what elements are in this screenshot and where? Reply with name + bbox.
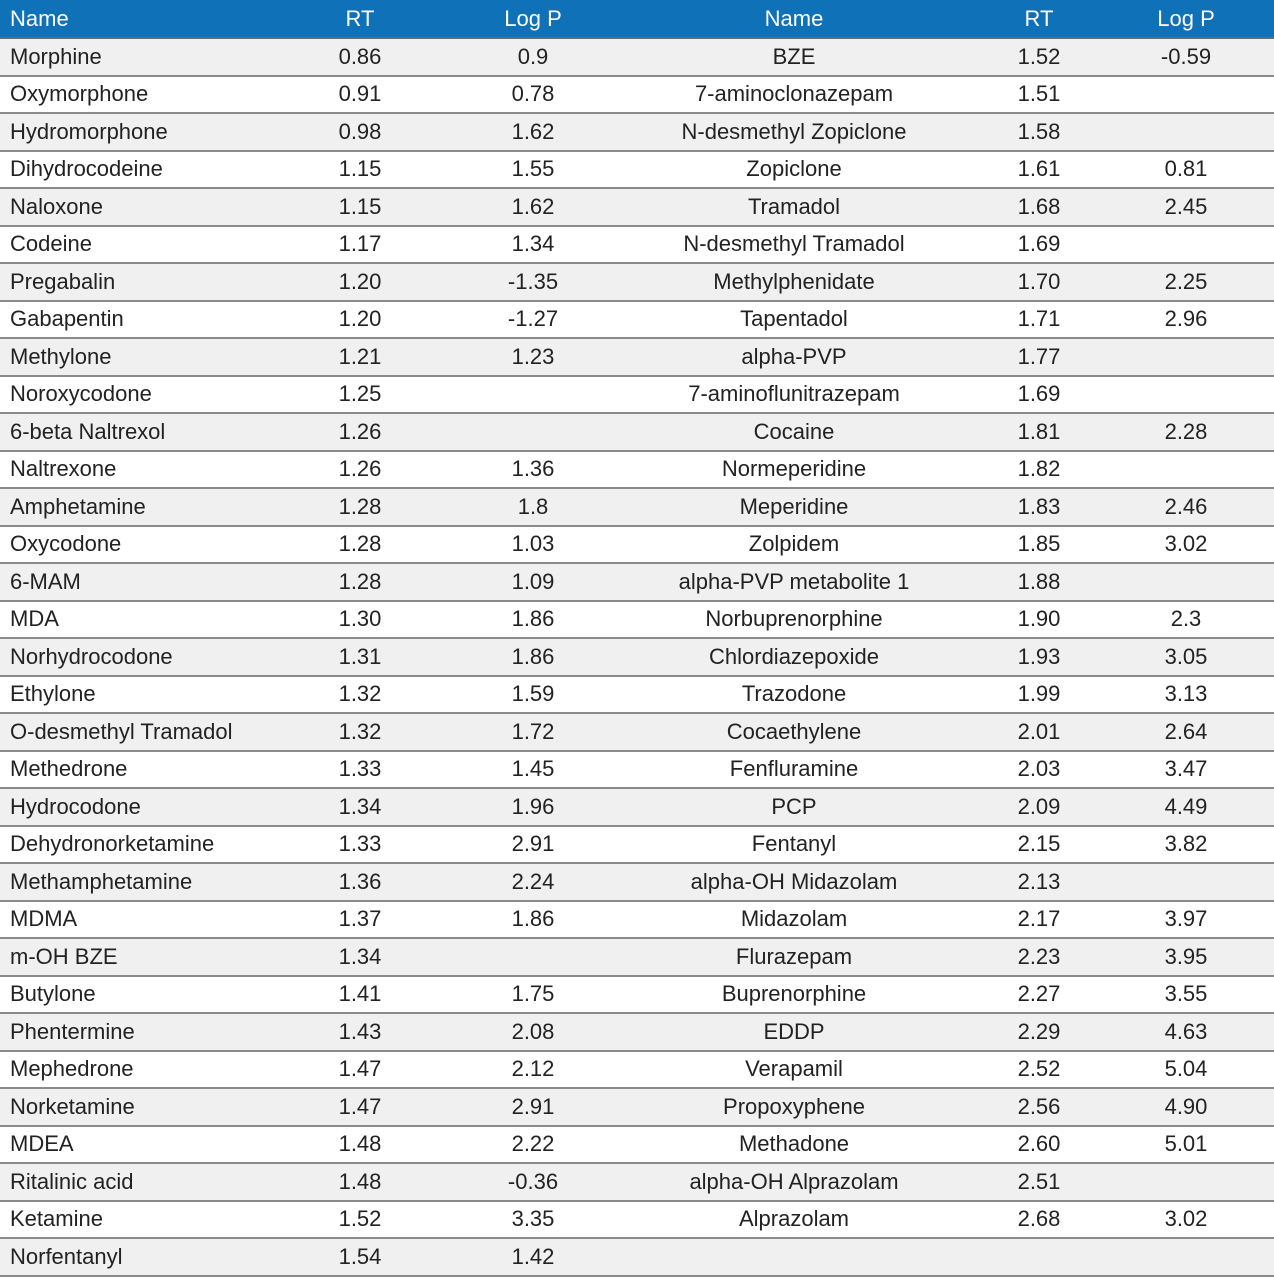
cell-logp-left: 3.35 xyxy=(458,1201,608,1239)
cell-name-left: Codeine xyxy=(0,226,262,264)
cell-name-right: Midazolam xyxy=(608,901,980,939)
cell-name-right: Tapentadol xyxy=(608,301,980,339)
cell-logp-left: 1.62 xyxy=(458,113,608,151)
cell-logp-right xyxy=(1098,376,1274,414)
cell-name-right: alpha-OH Midazolam xyxy=(608,863,980,901)
cell-logp-right: 5.04 xyxy=(1098,1051,1274,1089)
cell-name-left: 6-beta Naltrexol xyxy=(0,413,262,451)
cell-logp-right xyxy=(1098,563,1274,601)
cell-name-left: Oxycodone xyxy=(0,526,262,564)
table-body xyxy=(0,38,1274,1276)
cell-rt-right: 2.56 xyxy=(980,1088,1098,1126)
cell-rt-right: 2.51 xyxy=(980,1163,1098,1201)
cell-rt-right: 2.60 xyxy=(980,1126,1098,1164)
cell-logp-right: 2.28 xyxy=(1098,413,1274,451)
cell-rt-left: 1.20 xyxy=(262,301,458,339)
cell-rt-left: 1.43 xyxy=(262,1013,458,1051)
cell-name-left: Methedrone xyxy=(0,751,262,789)
cell-logp-left xyxy=(458,413,608,451)
cell-logp-right: 3.05 xyxy=(1098,638,1274,676)
cell-rt-right: 1.52 xyxy=(980,38,1098,76)
cell-logp-right xyxy=(1098,338,1274,376)
header-name-left: Name xyxy=(0,0,262,38)
cell-name-left: Norketamine xyxy=(0,1088,262,1126)
cell-rt-right: 1.83 xyxy=(980,488,1098,526)
cell-name-right: N-desmethyl Zopiclone xyxy=(608,113,980,151)
cell-logp-left: 1.42 xyxy=(458,1238,608,1276)
cell-rt-right: 1.88 xyxy=(980,563,1098,601)
cell-rt-left: 0.91 xyxy=(262,76,458,114)
cell-name-right: Tramadol xyxy=(608,188,980,226)
cell-logp-right: 3.13 xyxy=(1098,676,1274,714)
cell-logp-right xyxy=(1098,1238,1274,1276)
cell-rt-right: 2.09 xyxy=(980,788,1098,826)
cell-logp-right xyxy=(1098,113,1274,151)
table-row xyxy=(0,1051,1274,1089)
cell-rt-right: 1.68 xyxy=(980,188,1098,226)
cell-rt-left: 1.15 xyxy=(262,188,458,226)
cell-logp-left: 1.96 xyxy=(458,788,608,826)
cell-name-right: N-desmethyl Tramadol xyxy=(608,226,980,264)
cell-name-left: Hydromorphone xyxy=(0,113,262,151)
cell-logp-right: 3.47 xyxy=(1098,751,1274,789)
cell-rt-left: 1.37 xyxy=(262,901,458,939)
table-row xyxy=(0,713,1274,751)
header-name-right: Name xyxy=(608,0,980,38)
cell-name-right: Propoxyphene xyxy=(608,1088,980,1126)
cell-logp-right: 2.3 xyxy=(1098,601,1274,639)
cell-rt-left: 1.48 xyxy=(262,1163,458,1201)
table-row xyxy=(0,1088,1274,1126)
cell-rt-left: 1.48 xyxy=(262,1126,458,1164)
header-rt-left: RT xyxy=(262,0,458,38)
cell-logp-left: 1.36 xyxy=(458,451,608,489)
cell-logp-left: 2.91 xyxy=(458,826,608,864)
cell-rt-left: 1.47 xyxy=(262,1088,458,1126)
cell-logp-left: 0.9 xyxy=(458,38,608,76)
cell-name-left: 6-MAM xyxy=(0,563,262,601)
cell-rt-right: 2.13 xyxy=(980,863,1098,901)
cell-rt-right: 2.23 xyxy=(980,938,1098,976)
cell-name-left: Butylone xyxy=(0,976,262,1014)
cell-rt-left: 1.20 xyxy=(262,263,458,301)
table-row xyxy=(0,826,1274,864)
cell-logp-left xyxy=(458,938,608,976)
cell-rt-left: 1.30 xyxy=(262,601,458,639)
cell-rt-right: 1.85 xyxy=(980,526,1098,564)
table-row xyxy=(0,788,1274,826)
cell-name-left: Mephedrone xyxy=(0,1051,262,1089)
cell-logp-left: 1.03 xyxy=(458,526,608,564)
cell-name-left: O-desmethyl Tramadol xyxy=(0,713,262,751)
cell-rt-right: 2.03 xyxy=(980,751,1098,789)
cell-logp-left: -1.27 xyxy=(458,301,608,339)
cell-name-left: Dehydronorketamine xyxy=(0,826,262,864)
cell-logp-left: 2.24 xyxy=(458,863,608,901)
cell-logp-right: 4.49 xyxy=(1098,788,1274,826)
cell-name-left: Hydrocodone xyxy=(0,788,262,826)
cell-name-right: Verapamil xyxy=(608,1051,980,1089)
cell-logp-left: 0.78 xyxy=(458,76,608,114)
cell-name-left: Dihydrocodeine xyxy=(0,151,262,189)
cell-name-right: Methadone xyxy=(608,1126,980,1164)
cell-logp-right xyxy=(1098,1163,1274,1201)
cell-name-left: Morphine xyxy=(0,38,262,76)
cell-rt-right: 1.61 xyxy=(980,151,1098,189)
cell-rt-right: 1.90 xyxy=(980,601,1098,639)
cell-name-right: Zopiclone xyxy=(608,151,980,189)
cell-name-right: alpha-OH Alprazolam xyxy=(608,1163,980,1201)
header-logp-left: Log P xyxy=(458,0,608,38)
cell-rt-right: 2.52 xyxy=(980,1051,1098,1089)
cell-logp-left: 1.86 xyxy=(458,601,608,639)
cell-logp-right: 3.55 xyxy=(1098,976,1274,1014)
header-rt-right: RT xyxy=(980,0,1098,38)
cell-logp-left: 2.22 xyxy=(458,1126,608,1164)
cell-logp-left: 1.75 xyxy=(458,976,608,1014)
cell-rt-left: 1.21 xyxy=(262,338,458,376)
cell-logp-left: 1.55 xyxy=(458,151,608,189)
table-row xyxy=(0,526,1274,564)
table-row xyxy=(0,113,1274,151)
table-row xyxy=(0,1201,1274,1239)
cell-logp-left: 1.34 xyxy=(458,226,608,264)
cell-logp-right: 2.46 xyxy=(1098,488,1274,526)
cell-name-right: Cocaine xyxy=(608,413,980,451)
cell-rt-right xyxy=(980,1238,1098,1276)
table-row xyxy=(0,376,1274,414)
cell-logp-right xyxy=(1098,863,1274,901)
cell-rt-left: 1.52 xyxy=(262,1201,458,1239)
cell-rt-right: 2.17 xyxy=(980,901,1098,939)
cell-name-left: Naltrexone xyxy=(0,451,262,489)
table-row xyxy=(0,488,1274,526)
table-row xyxy=(0,76,1274,114)
table-row xyxy=(0,563,1274,601)
cell-logp-right: 3.82 xyxy=(1098,826,1274,864)
table-row xyxy=(0,901,1274,939)
cell-logp-left: 1.59 xyxy=(458,676,608,714)
table-row xyxy=(0,676,1274,714)
cell-rt-left: 1.33 xyxy=(262,751,458,789)
cell-name-right: BZE xyxy=(608,38,980,76)
cell-rt-right: 2.27 xyxy=(980,976,1098,1014)
cell-name-right: Chlordiazepoxide xyxy=(608,638,980,676)
cell-logp-left: 1.86 xyxy=(458,638,608,676)
table-row xyxy=(0,263,1274,301)
cell-logp-left: 1.72 xyxy=(458,713,608,751)
cell-rt-right: 2.29 xyxy=(980,1013,1098,1051)
cell-rt-left: 1.25 xyxy=(262,376,458,414)
cell-logp-left: 1.8 xyxy=(458,488,608,526)
cell-logp-right: 4.90 xyxy=(1098,1088,1274,1126)
cell-name-right: alpha-PVP metabolite 1 xyxy=(608,563,980,601)
cell-logp-right xyxy=(1098,451,1274,489)
cell-rt-left: 1.15 xyxy=(262,151,458,189)
cell-name-right: Zolpidem xyxy=(608,526,980,564)
cell-logp-left: 2.08 xyxy=(458,1013,608,1051)
header-logp-right: Log P xyxy=(1098,0,1274,38)
cell-name-right xyxy=(608,1238,980,1276)
table-row xyxy=(0,863,1274,901)
table-row xyxy=(0,1238,1274,1276)
cell-name-right: Norbuprenorphine xyxy=(608,601,980,639)
cell-rt-left: 1.34 xyxy=(262,938,458,976)
cell-logp-right: 2.96 xyxy=(1098,301,1274,339)
cell-rt-right: 1.93 xyxy=(980,638,1098,676)
table-row xyxy=(0,38,1274,76)
cell-rt-right: 1.51 xyxy=(980,76,1098,114)
cell-rt-left: 1.33 xyxy=(262,826,458,864)
cell-rt-left: 1.47 xyxy=(262,1051,458,1089)
cell-logp-right: 2.45 xyxy=(1098,188,1274,226)
cell-rt-right: 1.69 xyxy=(980,376,1098,414)
table-row xyxy=(0,338,1274,376)
cell-rt-left: 1.17 xyxy=(262,226,458,264)
cell-name-right: Alprazolam xyxy=(608,1201,980,1239)
cell-name-right: Buprenorphine xyxy=(608,976,980,1014)
cell-name-left: MDMA xyxy=(0,901,262,939)
cell-rt-right: 1.82 xyxy=(980,451,1098,489)
cell-name-left: Oxymorphone xyxy=(0,76,262,114)
cell-logp-right: 3.02 xyxy=(1098,526,1274,564)
cell-name-left: MDEA xyxy=(0,1126,262,1164)
table-row xyxy=(0,638,1274,676)
cell-name-right: Flurazepam xyxy=(608,938,980,976)
cell-logp-right: 3.97 xyxy=(1098,901,1274,939)
cell-rt-right: 1.77 xyxy=(980,338,1098,376)
cell-logp-left: 1.45 xyxy=(458,751,608,789)
cell-name-left: Amphetamine xyxy=(0,488,262,526)
cell-rt-left: 1.32 xyxy=(262,676,458,714)
table-row xyxy=(0,413,1274,451)
cell-name-right: EDDP xyxy=(608,1013,980,1051)
cell-logp-left: -0.36 xyxy=(458,1163,608,1201)
cell-rt-left: 1.26 xyxy=(262,413,458,451)
cell-name-left: Ketamine xyxy=(0,1201,262,1239)
cell-rt-left: 1.28 xyxy=(262,563,458,601)
cell-name-right: Fenfluramine xyxy=(608,751,980,789)
cell-rt-right: 1.58 xyxy=(980,113,1098,151)
cell-logp-left: 2.12 xyxy=(458,1051,608,1089)
cell-rt-right: 1.69 xyxy=(980,226,1098,264)
cell-logp-left xyxy=(458,376,608,414)
cell-name-left: Naloxone xyxy=(0,188,262,226)
cell-rt-left: 1.28 xyxy=(262,488,458,526)
table-row xyxy=(0,301,1274,339)
cell-logp-left: 1.09 xyxy=(458,563,608,601)
cell-rt-left: 1.36 xyxy=(262,863,458,901)
cell-name-right: Cocaethylene xyxy=(608,713,980,751)
cell-rt-left: 1.26 xyxy=(262,451,458,489)
cell-rt-right: 1.71 xyxy=(980,301,1098,339)
cell-rt-left: 0.98 xyxy=(262,113,458,151)
cell-logp-left: 1.86 xyxy=(458,901,608,939)
cell-logp-right: 3.95 xyxy=(1098,938,1274,976)
cell-logp-right: 2.64 xyxy=(1098,713,1274,751)
cell-rt-right: 1.70 xyxy=(980,263,1098,301)
table-row xyxy=(0,751,1274,789)
cell-name-right: alpha-PVP xyxy=(608,338,980,376)
cell-rt-left: 1.32 xyxy=(262,713,458,751)
cell-logp-right: 5.01 xyxy=(1098,1126,1274,1164)
cell-name-left: m-OH BZE xyxy=(0,938,262,976)
table-row xyxy=(0,226,1274,264)
cell-rt-left: 1.54 xyxy=(262,1238,458,1276)
cell-logp-right: -0.59 xyxy=(1098,38,1274,76)
cell-name-left: Pregabalin xyxy=(0,263,262,301)
cell-name-right: PCP xyxy=(608,788,980,826)
cell-rt-left: 1.28 xyxy=(262,526,458,564)
cell-rt-right: 2.01 xyxy=(980,713,1098,751)
table-row xyxy=(0,938,1274,976)
cell-name-right: 7-aminoclonazepam xyxy=(608,76,980,114)
cell-logp-left: 2.91 xyxy=(458,1088,608,1126)
cell-name-left: Ritalinic acid xyxy=(0,1163,262,1201)
table-row xyxy=(0,1163,1274,1201)
cell-name-right: 7-aminoflunitrazepam xyxy=(608,376,980,414)
cell-name-right: Meperidine xyxy=(608,488,980,526)
cell-logp-right xyxy=(1098,76,1274,114)
cell-name-left: Noroxycodone xyxy=(0,376,262,414)
table-row xyxy=(0,188,1274,226)
cell-name-left: Methamphetamine xyxy=(0,863,262,901)
cell-logp-right: 0.81 xyxy=(1098,151,1274,189)
cell-name-left: Phentermine xyxy=(0,1013,262,1051)
cell-logp-right: 4.63 xyxy=(1098,1013,1274,1051)
header-row xyxy=(0,0,1274,38)
table-row xyxy=(0,976,1274,1014)
cell-rt-right: 2.15 xyxy=(980,826,1098,864)
cell-logp-left: -1.35 xyxy=(458,263,608,301)
cell-name-left: Norhydrocodone xyxy=(0,638,262,676)
cell-logp-right: 3.02 xyxy=(1098,1201,1274,1239)
cell-name-left: Norfentanyl xyxy=(0,1238,262,1276)
cell-logp-right: 2.25 xyxy=(1098,263,1274,301)
cell-rt-right: 1.81 xyxy=(980,413,1098,451)
cell-name-left: MDA xyxy=(0,601,262,639)
cell-name-right: Fentanyl xyxy=(608,826,980,864)
cell-rt-right: 2.68 xyxy=(980,1201,1098,1239)
cell-rt-right: 1.99 xyxy=(980,676,1098,714)
cell-rt-left: 1.31 xyxy=(262,638,458,676)
cell-logp-left: 1.23 xyxy=(458,338,608,376)
cell-logp-left: 1.62 xyxy=(458,188,608,226)
cell-rt-left: 0.86 xyxy=(262,38,458,76)
cell-logp-right xyxy=(1098,226,1274,264)
table-row xyxy=(0,1013,1274,1051)
table-row xyxy=(0,151,1274,189)
cell-rt-left: 1.34 xyxy=(262,788,458,826)
cell-rt-left: 1.41 xyxy=(262,976,458,1014)
cell-name-right: Trazodone xyxy=(608,676,980,714)
cell-name-left: Methylone xyxy=(0,338,262,376)
table-row xyxy=(0,451,1274,489)
table-row xyxy=(0,1126,1274,1164)
table-row xyxy=(0,601,1274,639)
cell-name-left: Gabapentin xyxy=(0,301,262,339)
cell-name-right: Methylphenidate xyxy=(608,263,980,301)
cell-name-right: Normeperidine xyxy=(608,451,980,489)
cell-name-left: Ethylone xyxy=(0,676,262,714)
